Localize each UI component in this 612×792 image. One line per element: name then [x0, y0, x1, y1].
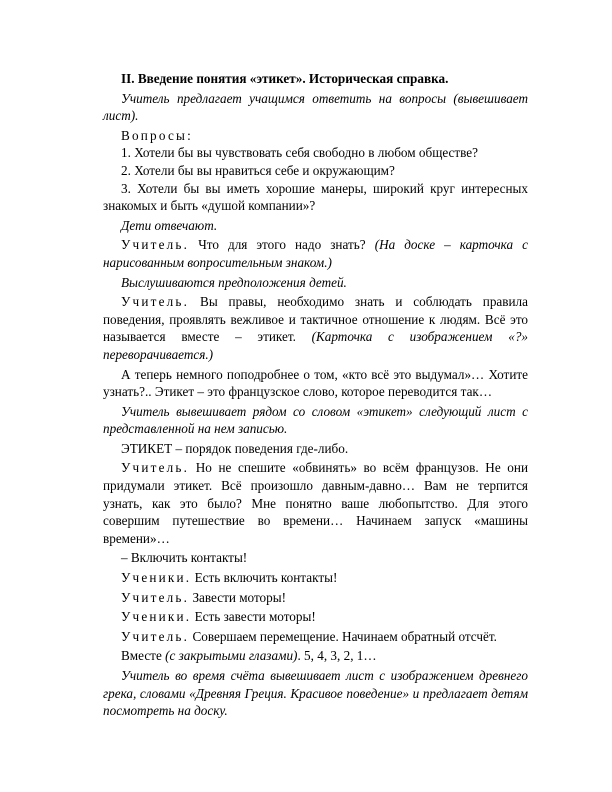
countdown-numbers: . 5, 4, 3, 2, 1…: [297, 648, 377, 664]
students-line-1: [103, 569, 528, 587]
teacher-line-3-text: Но не спешите «обвинять» во всём французов. Не они придумали этикет. Всё произошло давным-давно… Вам не терпится узнать, как это было? Мне понятно ваше любопытство. Для этого совершим путешествие во времени… Начинаем запуск «машины времени»…: [103, 460, 528, 546]
teacher-line-1-text: Что для этого надо знать?: [189, 237, 375, 253]
teacher-line-3: [103, 459, 528, 547]
question-3: 3. Хотели бы вы иметь хорошие манеры, широкий круг интересных знакомых и быть «душой компании»?: [103, 180, 528, 214]
question-2: 2. Хотели бы вы нравиться себе и окружающим?: [121, 162, 395, 178]
questions-label: Вопросы:: [121, 127, 193, 143]
teacher-line-4: [103, 589, 528, 607]
speaker-teacher: Учитель.: [121, 628, 190, 644]
teacher-line-5: [103, 628, 528, 646]
speaker-teacher: Учитель.: [121, 460, 190, 476]
question-1: 1. Хотели бы вы чувствовать себя свободно в любом обществе?: [121, 145, 479, 161]
teacher-line-5-text: Совершаем перемещение. Начинаем обратный отсчёт.: [189, 628, 497, 644]
document-page: [103, 70, 528, 720]
teacher-line-2: [103, 293, 528, 363]
paragraph-hang-sheet: Учитель вывешивает рядом со словом «этикет» следующий лист с представленной на нем записью.: [103, 403, 528, 437]
command-1: – Включить контакты!: [121, 550, 248, 566]
speaker-teacher: Учитель.: [121, 294, 190, 310]
teacher-line-2-note: (Карточка с изображением «?» переворачивается.): [103, 329, 529, 362]
section-title: II. Введение понятия «этикет». Историческая справка.: [121, 71, 449, 86]
teacher-line-1-note: (На доске – карточка с нарисованным вопросительным знаком.): [103, 237, 529, 270]
countdown-prefix: Вместе: [121, 648, 166, 664]
countdown-line: [103, 647, 528, 665]
paragraph-now: А теперь немного поподробнее о том, «кто всё это выдумал»… Хотите узнать?.. Этикет – это французское слово, которое переводится так…: [103, 366, 528, 400]
speaker-teacher: Учитель.: [121, 589, 190, 605]
teacher-line-2-text: Вы правы, необходимо знать и соблюдать правила поведения, проявлять вежливое и тактичное отношение к людям. Всё это называется вместе – этикет.: [103, 294, 528, 345]
teacher-line-4-text: Завести моторы!: [189, 589, 286, 605]
speaker-students: Ученики.: [121, 609, 192, 625]
students-line-2-text: Есть завести моторы!: [191, 609, 316, 625]
children-answer: Дети отвечают.: [121, 217, 218, 233]
countdown-note: (с закрытыми глазами): [165, 648, 298, 664]
speaker-students: Ученики.: [121, 570, 192, 586]
students-line-2: [103, 608, 528, 626]
teacher-line-1: [103, 236, 528, 271]
speaker-teacher: Учитель.: [121, 237, 190, 253]
guesses-note: Выслушиваются предположения детей.: [121, 274, 347, 290]
teacher-instruction: Учитель предлагает учащимся ответить на вопросы (вывешивает лист).: [103, 90, 528, 124]
etiquette-definition: ЭТИКЕТ – порядок поведения где-либо.: [121, 440, 349, 456]
students-line-1-text: Есть включить контакты!: [191, 570, 338, 586]
final-instruction: Учитель во время счёта вывешивает лист с изображением древнего грека, словами «Древняя Греция. Красивое поведение» и предлагает детям посмотреть на доску.: [103, 668, 528, 719]
